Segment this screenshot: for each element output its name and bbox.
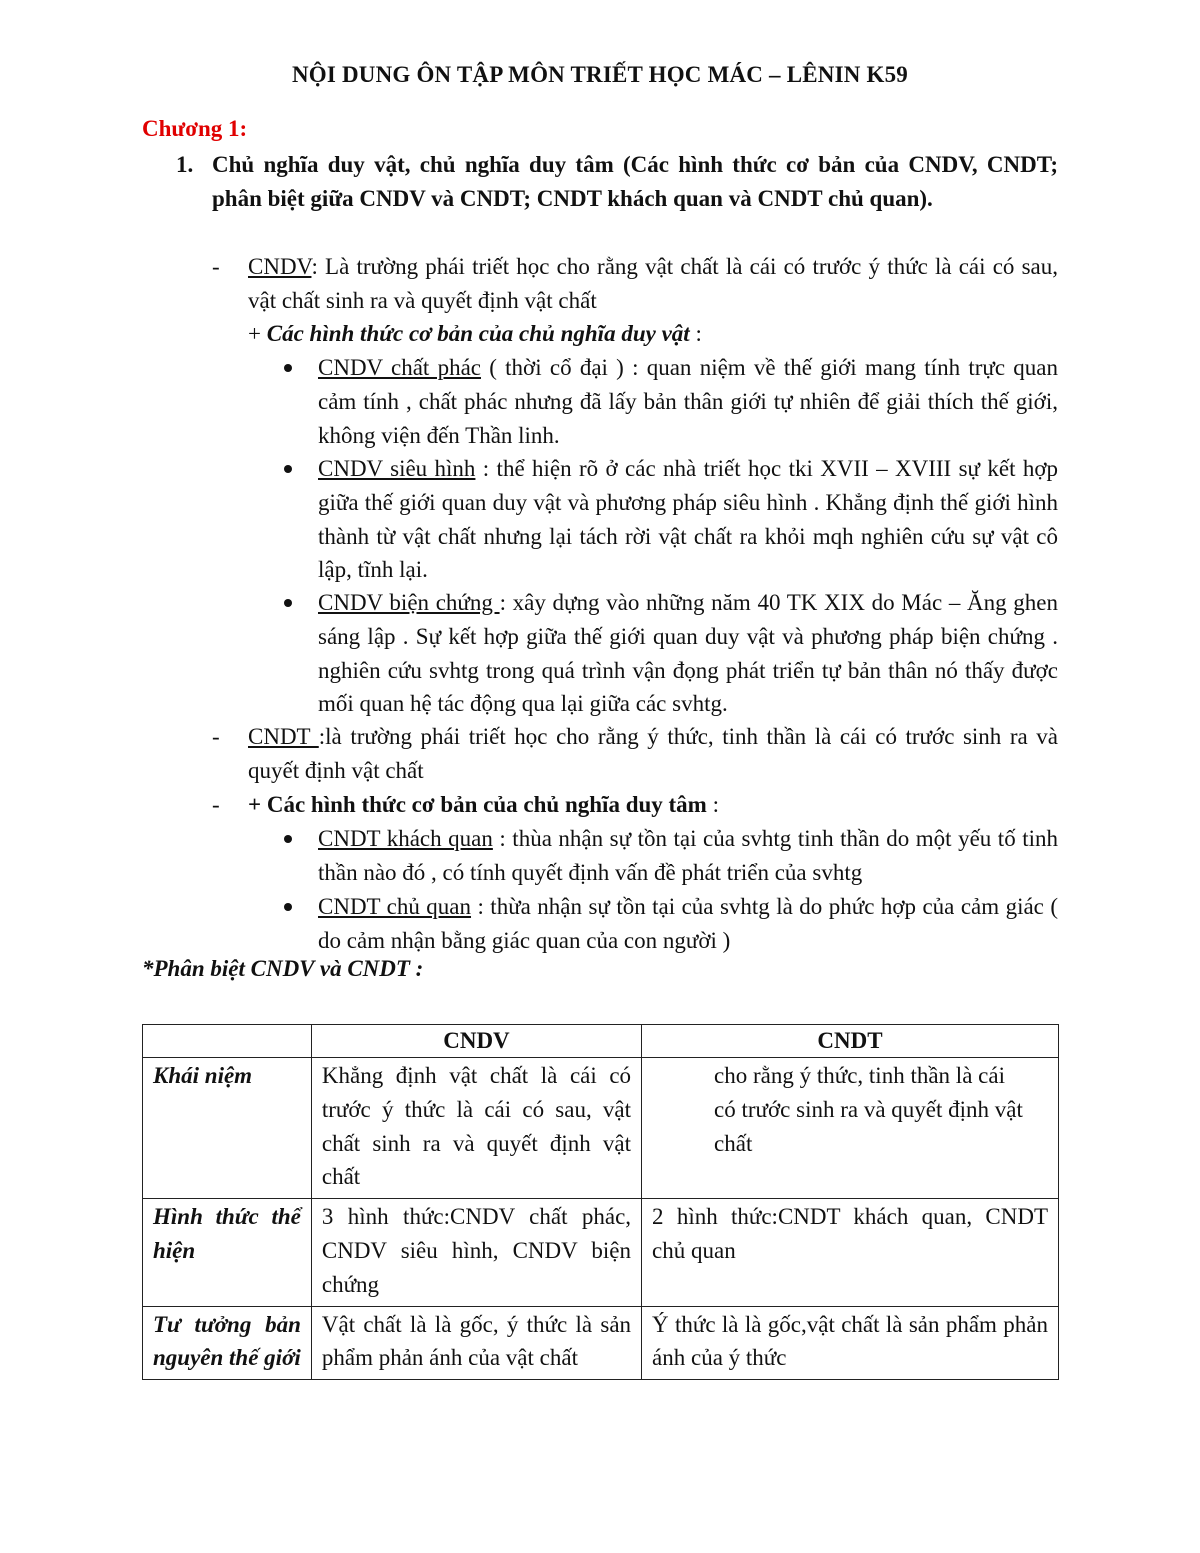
cndv-definition-text: : Là trường phái triết học cho rằng vật chất là cái có trước ý thức là cái có sau, vật chất sinh ra và quyết định vật chất [248,254,1058,313]
cndv-form-text: ( thời cổ đại ) : quan niệm về thế giới mang tính trực quan cảm tính , chất phác nhưng đã lấy bản thân giới tự nhiên để giải thích thế giới, không viện đến Thần linh. [318,355,1059,448]
cndt-form-text: : thùa nhận sự tồn tại của svhtg tinh thần do một yếu tố tinh thần nào đó , có tính quyết định vấn đề phát triển của svhtg [318,826,1058,885]
cndv-forms-heading-text: Các hình thức cơ bản của chủ nghĩa duy vật [266,321,690,346]
section-1-text: Chủ nghĩa duy vật, chủ nghĩa duy tâm (Các hình thức cơ bản của CNDV, CNDT; phân biệt giữa CNDV và CNDT; CNDT khách quan và CNDT chủ quan). [212,152,1058,211]
cndt-cell: cho rằng ý thức, tinh thần là cái có trước sinh ra và quyết định vật chất [642,1058,1059,1199]
table-header-cell: CNDT [642,1025,1059,1058]
cndv-form-term: CNDV biện chứng [318,590,500,615]
comparison-table [142,1024,1059,1380]
cndv-form-text: : xây dựng vào những năm 40 TK XIX do Mác – Ăng ghen sáng lập . Sự kết hợp giữa thế giới quan duy vật và phương pháp biện chứng . nghiên cứu svhtg trong quá trình vận đọng phát triển tự bản thân nó thấy được mối quan hệ tác động qua lại giữa các svhtg. [318,590,1058,717]
table-row [143,1199,1059,1306]
colon: : [706,792,719,817]
table-row [143,1306,1059,1380]
cndv-form-item [318,452,1058,587]
cndt-definition [212,720,1058,788]
chapter-heading: Chương 1: [142,116,248,141]
table-header-cell: CNDV [311,1025,641,1058]
document-title: NỘI DUNG ÔN TẬP MÔN TRIẾT HỌC MÁC – LÊNIN K59 [291,62,908,87]
bullet-icon [284,364,292,372]
colon: : [689,321,702,346]
cndv-cell: Khẳng định vật chất là cái có trước ý thức là cái có sau, vật chất sinh ra và quyết định vật chất [311,1058,641,1199]
cndv-form-item [318,586,1058,721]
table-header-cell [143,1025,312,1058]
cndv-form-text: : thể hiện rõ ở các nhà triết học tki XVII – XVIII sự kết hợp giữa thế giới quan duy vật và phương pháp siêu hình . Khẳng định thế giới hình thành từ vật chất nhưng lại tách rời vật chất ra khỏi mqh nghiên cứu sự vật cô lập, tĩnh lại. [318,456,1058,583]
row-label: Hình thức thể hiện [143,1199,312,1306]
row-label: Khái niệm [143,1058,312,1199]
dash-marker: - [212,792,220,817]
plus-marker: + [248,321,267,346]
bullet-icon [284,599,292,607]
cndt-definition-text: :là trường phái triết học cho rằng ý thức, tinh thần là cái có trước sinh ra và quyết định vật chất [248,724,1058,783]
cndt-forms-heading-text: + Các hình thức cơ bản của chủ nghĩa duy tâm [248,792,707,817]
cndv-form-item [318,351,1058,452]
cndv-term: CNDV [248,254,312,279]
distinction-heading: *Phân biệt CNDV và CNDT : [142,956,424,981]
cndt-form-term: CNDT khách quan [318,826,493,851]
cndt-cell: 2 hình thức:CNDT khách quan, CNDT chủ quan [642,1199,1059,1306]
cndv-definition [212,250,1058,318]
section-1-number: 1. [176,152,194,177]
table-header-row [143,1025,1059,1058]
cndv-cell: 3 hình thức:CNDV chất phác, CNDV siêu hình, CNDV biện chứng [311,1199,641,1306]
bullet-icon [284,903,292,911]
bullet-icon [284,465,292,473]
cndt-form-item [318,890,1058,958]
cndt-term: CNDT [248,724,319,749]
cndv-form-term: CNDV siêu hình [318,456,476,481]
dash-marker: - [212,254,220,279]
cndt-form-term: CNDT chủ quan [318,894,472,919]
bullet-icon [284,835,292,843]
cndv-cell: Vật chất là là gốc, ý thức là sản phẩm phản ánh của vật chất [311,1306,641,1380]
dash-marker: - [212,724,220,749]
cndv-form-term: CNDV chất phác [318,355,481,380]
cndt-form-text: : thừa nhận sự tồn tại của svhtg là do phức hợp của cảm giác ( do cảm nhận bằng giác quan của con người ) [318,894,1058,953]
table-row [143,1058,1059,1199]
cndv-forms-heading [248,317,1058,351]
section-1-heading [176,148,1058,216]
cndt-forms-heading [212,788,1058,822]
cndt-form-item [318,822,1058,890]
cndt-cell: Ý thức là là gốc,vật chất là sản phẩm phản ánh của ý thức [642,1306,1059,1380]
row-label: Tư tưởng bản nguyên thế giới [143,1306,312,1380]
